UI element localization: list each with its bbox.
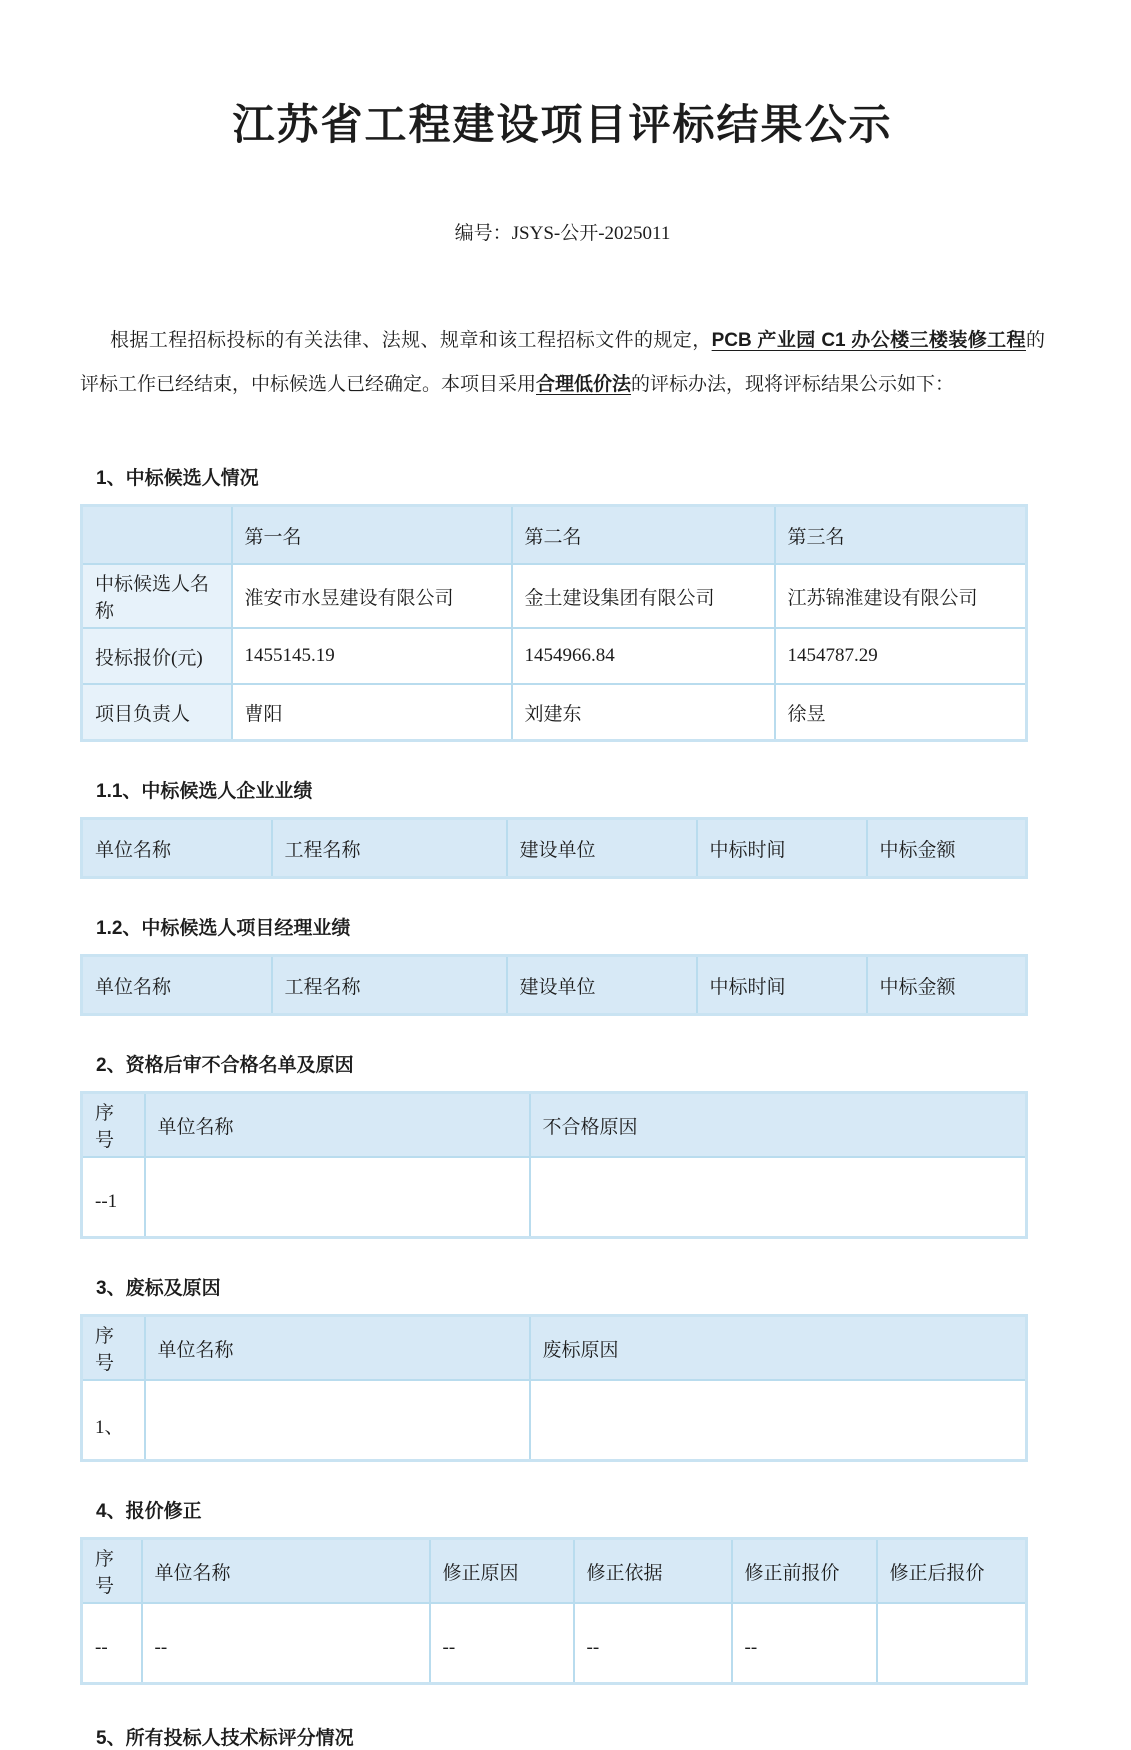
intro-tail: 的评标办法，现将评标结果公示如下： xyxy=(631,374,955,395)
table-header-row xyxy=(82,1539,1027,1604)
table-header-row xyxy=(82,1316,1027,1381)
table-header-cell: 修正原因 xyxy=(430,1539,574,1604)
table-cell: 曹阳 xyxy=(232,684,512,741)
table-row xyxy=(82,564,1027,628)
table-cell: -- xyxy=(82,1603,142,1684)
row-label-cell: 中标候选人名称 xyxy=(82,564,232,628)
table-row xyxy=(82,1157,1027,1238)
table-cell xyxy=(530,1157,1027,1238)
table-header-cell: 单位名称 xyxy=(142,1539,430,1604)
section-2-heading: 2、资格后审不合格名单及原因 xyxy=(96,1055,354,1076)
table-header-cell: 修正依据 xyxy=(574,1539,732,1604)
section-3-heading: 3、废标及原因 xyxy=(96,1278,221,1299)
table-header-cell: 第三名 xyxy=(775,506,1027,565)
table-cell: 徐昱 xyxy=(775,684,1027,741)
table-header-cell: 不合格原因 xyxy=(530,1093,1027,1158)
table-cell: 1454966.84 xyxy=(512,628,775,684)
table-header-cell: 序号 xyxy=(82,1539,142,1604)
row-label-cell: 投标报价(元) xyxy=(82,628,232,684)
section-4-heading: 4、报价修正 xyxy=(96,1501,202,1522)
candidates-table xyxy=(80,504,1028,742)
section-1-1-heading: 1.1、中标候选人企业业绩 xyxy=(96,781,313,802)
table-cell: 1455145.19 xyxy=(232,628,512,684)
table-row xyxy=(82,1603,1027,1684)
table-cell: 金土建设集团有限公司 xyxy=(512,564,775,628)
table-header-row xyxy=(82,506,1027,565)
table-cell: -- xyxy=(430,1603,574,1684)
table-header-cell: 单位名称 xyxy=(145,1093,530,1158)
table-row xyxy=(82,684,1027,741)
table-cell xyxy=(877,1603,1027,1684)
table-cell: 刘建东 xyxy=(512,684,775,741)
table-header-cell: 单位名称 xyxy=(82,819,272,878)
section-5-heading: 5、所有投标人技术标评分情况 xyxy=(96,1728,354,1749)
section-1-heading: 1、中标候选人情况 xyxy=(96,468,259,489)
document-page xyxy=(0,92,1131,1750)
intro-mid: 的评标工作已经结束，中标候选人已经确定。本项目采用 xyxy=(80,330,1045,395)
table-header-cell: 废标原因 xyxy=(530,1316,1027,1381)
table-header-cell: 序号 xyxy=(82,1316,145,1381)
table-header-cell: 工程名称 xyxy=(272,956,507,1015)
table-header-cell: 单位名称 xyxy=(145,1316,530,1381)
table-cell: 江苏锦淮建设有限公司 xyxy=(775,564,1027,628)
table-cell xyxy=(145,1157,530,1238)
table-cell xyxy=(145,1380,530,1461)
table-header-cell: 建设单位 xyxy=(507,819,697,878)
table-cell: 淮安市水昱建设有限公司 xyxy=(232,564,512,628)
table-row xyxy=(82,628,1027,684)
row-label-cell: 项目负责人 xyxy=(82,684,232,741)
table-header-cell: 中标时间 xyxy=(697,956,867,1015)
table-header-row xyxy=(82,819,1027,878)
section-1-2-heading: 1.2、中标候选人项目经理业绩 xyxy=(96,918,351,939)
table-cell xyxy=(530,1380,1027,1461)
table-cell: -- xyxy=(142,1603,430,1684)
table-header-cell: 单位名称 xyxy=(82,956,272,1015)
table-header-cell: 工程名称 xyxy=(272,819,507,878)
table-header-cell: 第一名 xyxy=(232,506,512,565)
table-header-row xyxy=(82,956,1027,1015)
table-cell: --1 xyxy=(82,1157,145,1238)
rejected-bids-table xyxy=(80,1314,1028,1462)
evaluation-method-emphasis: 合理低价法 xyxy=(536,374,632,395)
table-header-cell: 建设单位 xyxy=(507,956,697,1015)
price-correction-table xyxy=(80,1537,1028,1685)
table-header-row xyxy=(82,1093,1027,1158)
pm-performance-table xyxy=(80,954,1028,1016)
table-header-cell: 中标时间 xyxy=(697,819,867,878)
table-cell: 1、 xyxy=(82,1380,145,1461)
intro-paragraph xyxy=(80,319,1045,407)
project-name-emphasis: PCB 产业园 C1 办公楼三楼装修工程 xyxy=(711,330,1026,351)
table-header-cell: 修正后报价 xyxy=(877,1539,1027,1604)
table-row xyxy=(82,1380,1027,1461)
page-title: 江苏省工程建设项目评标结果公示 xyxy=(232,103,893,149)
enterprise-performance-table xyxy=(80,817,1028,879)
table-header-cell: 中标金额 xyxy=(867,819,1027,878)
table-header-cell xyxy=(82,506,232,565)
table-header-cell: 序号 xyxy=(82,1093,145,1158)
doc-number: 编号：JSYS-公开-2025011 xyxy=(454,223,671,244)
intro-lead: 根据工程招标投标的有关法律、法规、规章和该工程招标文件的规定， xyxy=(110,330,712,351)
table-cell: 1454787.29 xyxy=(775,628,1027,684)
table-header-cell: 第二名 xyxy=(512,506,775,565)
table-header-cell: 修正前报价 xyxy=(732,1539,877,1604)
disqualified-table xyxy=(80,1091,1028,1239)
table-cell: -- xyxy=(732,1603,877,1684)
table-cell: -- xyxy=(574,1603,732,1684)
table-header-cell: 中标金额 xyxy=(867,956,1027,1015)
